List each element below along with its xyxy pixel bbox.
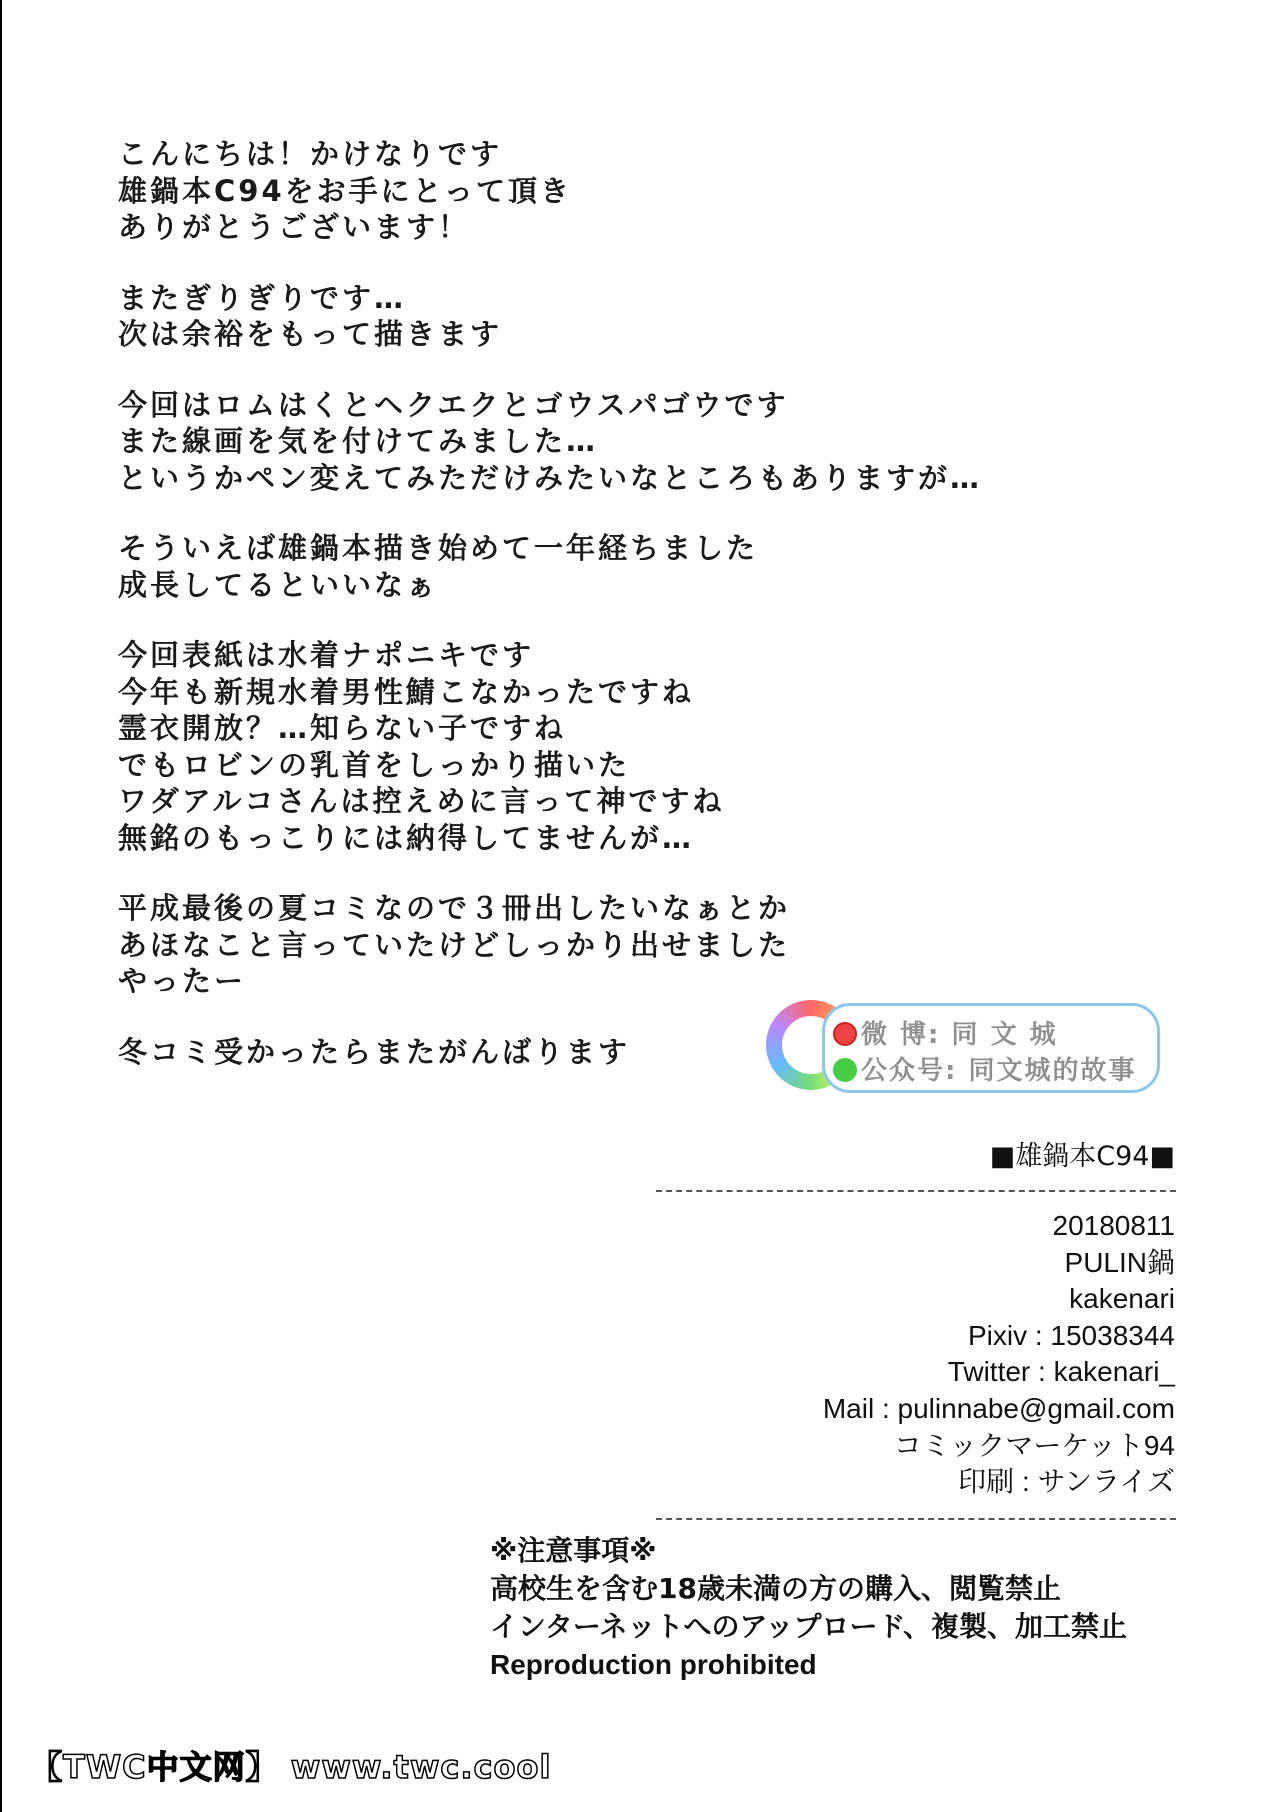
afterword-line: 今回はロムはくとヘクエクとゴウスパゴウです: [118, 387, 789, 422]
colophon-twitter: Twitter : kakenari_: [947, 1356, 1175, 1388]
afterword-line: でもロビンの乳首をしっかり描いた: [118, 747, 631, 782]
afterword-text: [118, 136, 1018, 1104]
afterword-line: 平成最後の夏コミなので３冊出したいなぁとか: [118, 891, 791, 925]
afterword-line: また線画を気を付けてみました…: [118, 424, 599, 458]
watermark-wechat-row: [833, 1050, 1136, 1087]
afterword-line: 今年も新規水着男性鯖こなかったですね: [118, 674, 695, 709]
afterword-line: 今回表紙は水着ナポニキです: [118, 638, 535, 672]
wechat-value: 同文城的故事: [968, 1056, 1137, 1086]
afterword-line: またぎりぎりです…: [118, 280, 407, 315]
notice-heading: ※注意事項※: [490, 1534, 657, 1567]
afterword-line: 無銘のもっこりには納得してませんが…: [118, 820, 695, 855]
colophon-event: コミックマーケット94: [893, 1429, 1175, 1461]
colophon-title: ■雄鍋本C94■: [989, 1141, 1175, 1172]
notice-block: [490, 1532, 1127, 1684]
afterword-line: ワダアルコさんは控えめに言って神ですね: [118, 784, 725, 818]
afterword-paragraph: [118, 890, 1018, 1000]
afterword-line: こんにちは！かけなりです: [118, 137, 503, 171]
afterword-line: 雄鍋本C94をお手にとって頂き: [118, 173, 573, 208]
afterword-line: そういえば雄鍋本描き始めて一年経ちました: [118, 531, 759, 565]
weibo-icon: [833, 1022, 857, 1046]
watermark-box: [822, 1003, 1160, 1093]
weibo-value: 同 文 城: [951, 1020, 1058, 1050]
afterword-line: 次は余裕をもって描きます: [118, 317, 503, 351]
notice-age-restriction: 高校生を含む18歳未満の方の購入、閲覧禁止: [490, 1572, 1061, 1605]
colophon-pixiv: Pixiv : 15038344: [967, 1319, 1175, 1351]
afterword-paragraph: [118, 530, 1018, 603]
wechat-icon: [833, 1058, 857, 1082]
footer-site-watermark: 【TWC中文网】 www.twc.cool: [30, 1748, 552, 1786]
afterword-line: ありがとうございます！: [118, 210, 471, 244]
afterword-paragraph: [118, 387, 1018, 497]
notice-upload-ban: インターネットへのアップロード、複製、加工禁止: [490, 1610, 1128, 1643]
afterword-line: あほなこと言っていたけどしっかり出せました: [118, 927, 791, 962]
weibo-label: 微 博:: [861, 1020, 941, 1050]
afterword-paragraph: [118, 136, 1018, 246]
watermark-weibo-row: [833, 1014, 1058, 1051]
colophon-info: [823, 1208, 1175, 1501]
afterword-line: 冬コミ受かったらまたがんばります: [118, 1034, 631, 1069]
wechat-label: 公众号:: [861, 1056, 958, 1086]
watermark-badge: [766, 1000, 1166, 1100]
afterword-line: 成長してるといいなぁ: [118, 567, 439, 602]
afterword-paragraph: [118, 637, 1018, 856]
notice-reproduction: Reproduction prohibited: [490, 1649, 817, 1680]
page-border-line: [0, 0, 2, 1812]
afterword-line: というかペン変えてみただけみたいなところもありますが…: [118, 460, 983, 495]
divider-bottom: [656, 1518, 1176, 1520]
afterword-line: 霊衣開放？…知らない子ですね: [118, 711, 567, 745]
colophon-printer: 印刷 : サンライズ: [958, 1466, 1175, 1498]
afterword-line: やったー: [118, 964, 247, 998]
colophon-mail: Mail : pulinnabe@gmail.com: [822, 1392, 1175, 1424]
divider-top: [656, 1190, 1176, 1192]
afterword-paragraph: [118, 280, 1018, 353]
colophon-title-block: [615, 1140, 1175, 1174]
colophon-circle: PULIN鍋: [1064, 1246, 1175, 1278]
colophon-date: 20180811: [1052, 1210, 1175, 1241]
colophon-author: kakenari: [1069, 1283, 1175, 1315]
